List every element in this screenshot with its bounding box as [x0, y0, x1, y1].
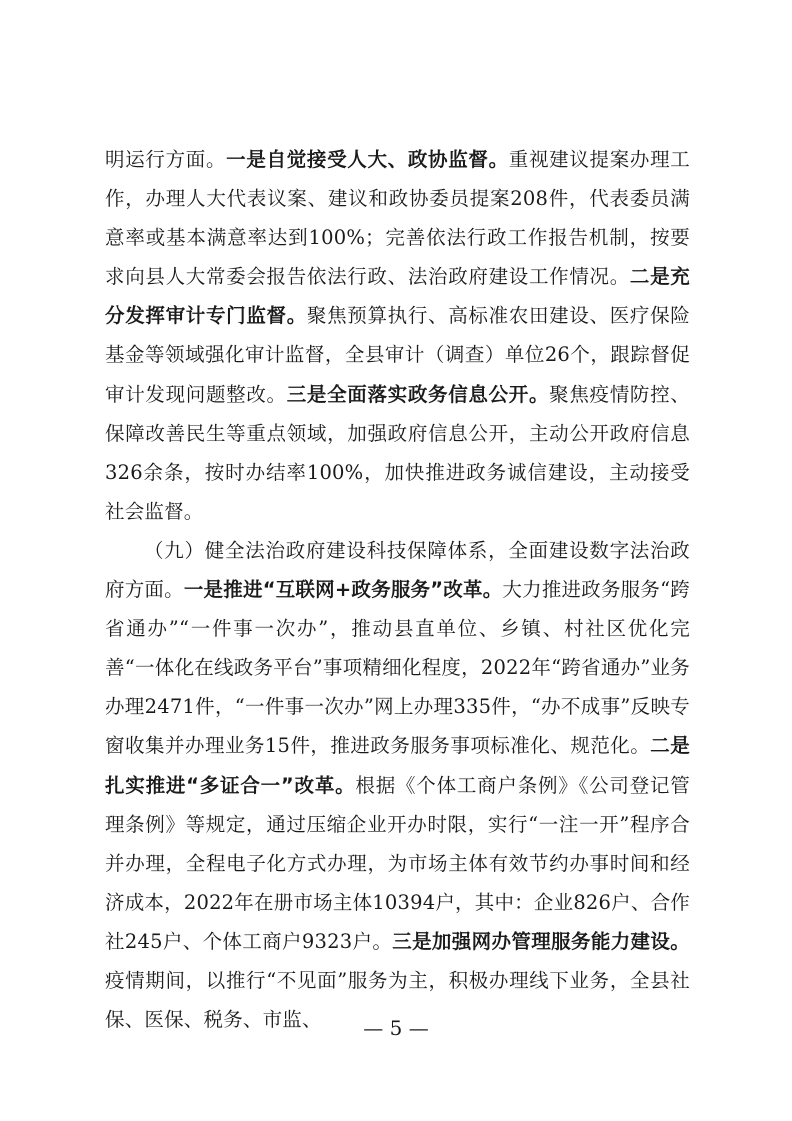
text-run: （九）健全法治政府建设科技保障体系，全面建设数字法治政府方面。 — [105, 538, 690, 602]
text-run: 聚焦疫情防控、保障改善民生等重点领域，加强政府信息公开，主动公开政府信息326余条，按时办结率100%，加快推进政务诚信建设，主动接受社会监督。 — [105, 382, 690, 523]
bold-heading: 三是全面落实政务信息公开。 — [286, 382, 550, 406]
text-run: 大力推进政务服务“跨省通办”“一件事一次办”，推动县直单位、乡镇、村社区优化完善“一体化在线政务平台”事项精细化程度，2022年“跨省通办”业务办理2471件，“一件事一次办”网上办理335件，“办不成事”反映专窗收集并办理业务15件，推进政务服务事项标准化、规范化。 — [105, 578, 690, 758]
bold-heading: 二是扎实推进“多证合一”改革。 — [105, 734, 690, 797]
paragraph-digital-government — [105, 531, 690, 1039]
page-number: — 5 — — [363, 1016, 429, 1040]
bold-heading: 二是充分发挥审计专门监督。 — [105, 265, 690, 328]
text-run: 明运行方面。 — [105, 148, 227, 171]
paragraph-oversight — [105, 140, 690, 531]
text-run: 根据《个体工商户条例》《公司登记管理条例》等规定，通过压缩企业开办时限，实行“一注一开”程序合并办理，全程电子化方式办理，为市场主体有效节约办事时间和经济成本，2022年在册市场主体10394户，其中：企业826户、合作社245户、个体工商户9323户。 — [105, 773, 690, 953]
text-run: 重视建议提案办理工作，办理人大代表议案、建议和政协委员提案208件，代表委员满意率或基本满意率达到100%；完善依法行政工作报告机制，按要求向县人大常委会报告依法行政、法治政府建设工作情况。 — [105, 148, 690, 289]
bold-heading: 一是推进“互联网+政务服务”改革。 — [183, 578, 503, 602]
document-body — [105, 140, 690, 1039]
text-run: 聚焦预算执行、高标准农田建设、医疗保险基金等领域强化审计监督，全县审计（调查）单位26个，跟踪督促审计发现问题整改。 — [105, 304, 690, 406]
text-run: 疫情期间，以推行“不见面”服务为主，积极办理线下业务，全县社保、医保、税务、市监、 — [105, 968, 690, 1032]
bold-heading: 一是自觉接受人大、政协监督。 — [226, 148, 509, 171]
bold-heading: 三是加强网办管理服务能力建设。 — [392, 929, 690, 953]
